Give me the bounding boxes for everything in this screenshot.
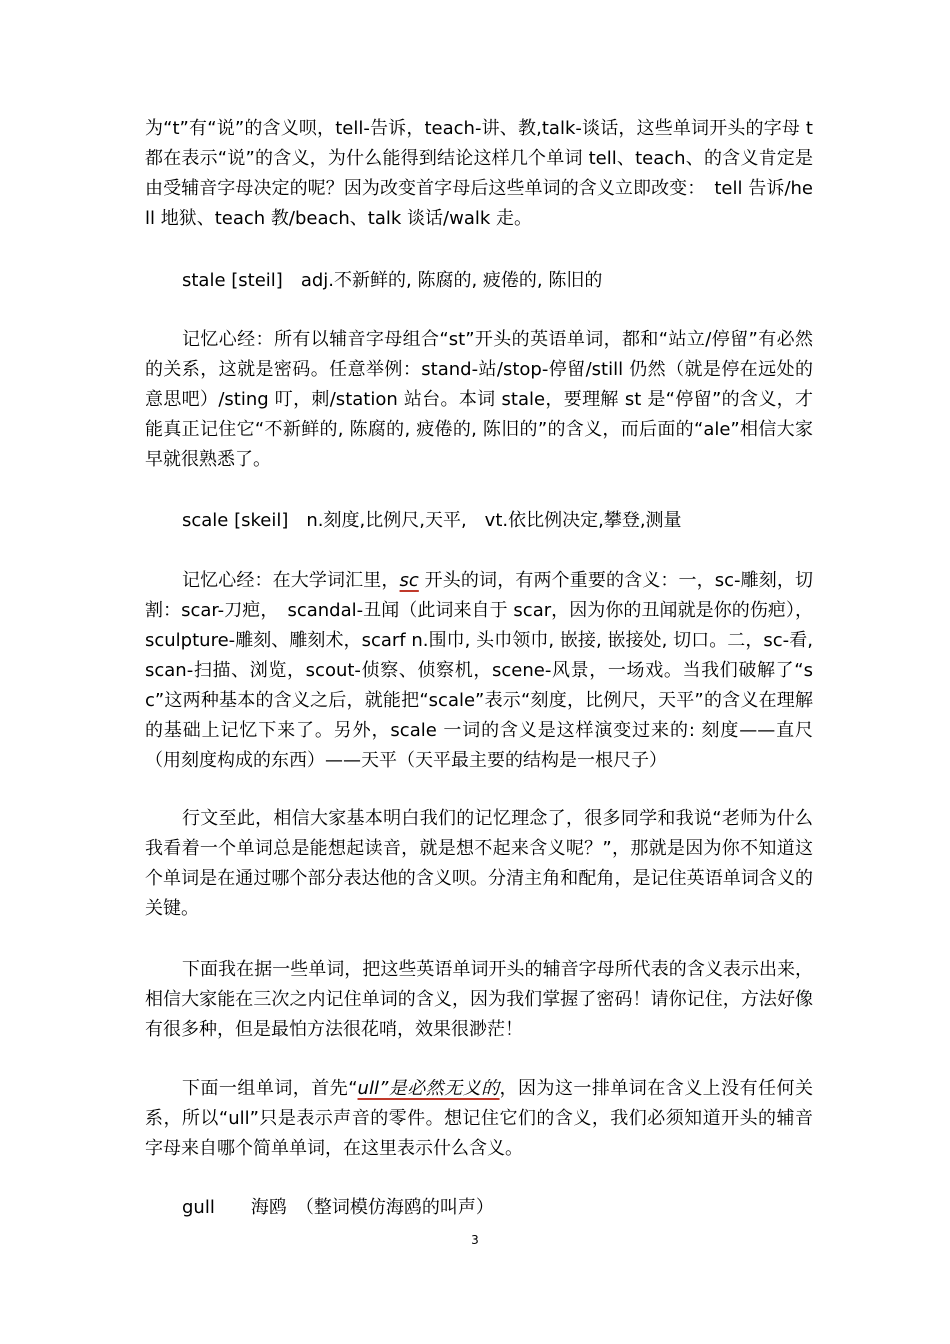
entry-stale: stale [steil] adj.不新鲜的, 陈腐的, 疲倦的, 陈旧的 xyxy=(182,270,603,291)
paragraph-scale-memory xyxy=(145,566,813,776)
scale-memory-intro: 记忆心经：在大学词汇里， xyxy=(182,570,400,591)
page-number: 3 xyxy=(471,1233,479,1247)
ull-body: ，因为这一排单词在含义上没有任何关系，所以“ull”只是表示声音的零件。想记住它们的含义，我们必须知道开头的辅音字母来自哪个简单单词，在这里表示什么含义。 xyxy=(145,1078,813,1159)
paragraph-below-words: 下面我在据一些单词，把这些英语单词开头的辅音字母所代表的含义表示出来，相信大家能在三次之内记住单词的含义，因为我们掌握了密码！请你记住，方法好像有很多种，但是最怕方法很花哨，效果很渺茫！ xyxy=(145,959,813,1040)
entry-scale: scale [skeil] n.刻度,比例尺,天平, vt.依比例决定,攀登,测量 xyxy=(182,510,682,531)
paragraph-stale-memory: 记忆心经：所有以辅音字母组合“st”开头的英语单词，都和“站立/停留”有必然的关系，这就是密码。任意举例：stand-站/stop-停留/still 仍然（就是停在远处的意思吧）/sting 叮，刺/station 站台。本词 stale，要理解 st 是“停留”的含义，才能真正记住它“不新鲜的, 陈腐的, 疲倦的, 陈旧的”的含义，而后面的“ale”相信大家早就很熟悉了。 xyxy=(145,329,813,470)
paragraph-ull-group xyxy=(145,1074,813,1164)
entry-gull: gull 海鸥 （整词模仿海鸥的叫声） xyxy=(182,1197,494,1218)
ull-highlight: ull”是必然无义的 xyxy=(357,1078,500,1099)
scale-memory-body: 开头的词，有两个重要的含义：一，sc-雕刻，切割：scar-刀疤， scandal-丑闻（此词来自于 scar，因为你的丑闻就是你的伤疤），sculpture-雕刻、雕刻术，scarf n.围巾, 头巾领巾, 嵌接, 嵌接处, 切口。二，sc-看,scan-扫描、浏览，scout-侦察、侦察机，scene-风景，一场戏。当我们破解了“sc”这两种基本的含义之后，就能把“scale”表示“刻度，比例尺，天平”的含义在理解的基础上记忆下来了。另外，scale 一词的含义是这样演变过来的: 刻度——直尺（用刻度构成的东西）——天平（天平最主要的结构是一根尺子） xyxy=(145,570,814,771)
paragraph-memory-concept: 行文至此，相信大家基本明白我们的记忆理念了，很多同学和我说“老师为什么我看着一个单词总是能想起读音，就是想不起来含义呢？”，那就是因为你不知道这个单词是在通过哪个部分表达他的含义呗。分清主角和配角，是记住英语单词含义的关键。 xyxy=(145,808,813,919)
paragraph-t-says: 为“t”有“说”的含义呗，tell-告诉，teach-讲、教,talk-谈话，这些单词开头的字母 t 都在表示“说”的含义，为什么能得到结论这样几个单词 tell、teach、的含义肯定是由受辅音字母决定的呢？因为改变首字母后这些单词的含义立即改变： tell 告诉/hell 地狱、teach 教/beach、talk 谈话/walk 走。 xyxy=(145,118,813,229)
sc-highlight: sc xyxy=(399,570,419,591)
ull-intro: 下面一组单词，首先“ xyxy=(182,1078,358,1099)
